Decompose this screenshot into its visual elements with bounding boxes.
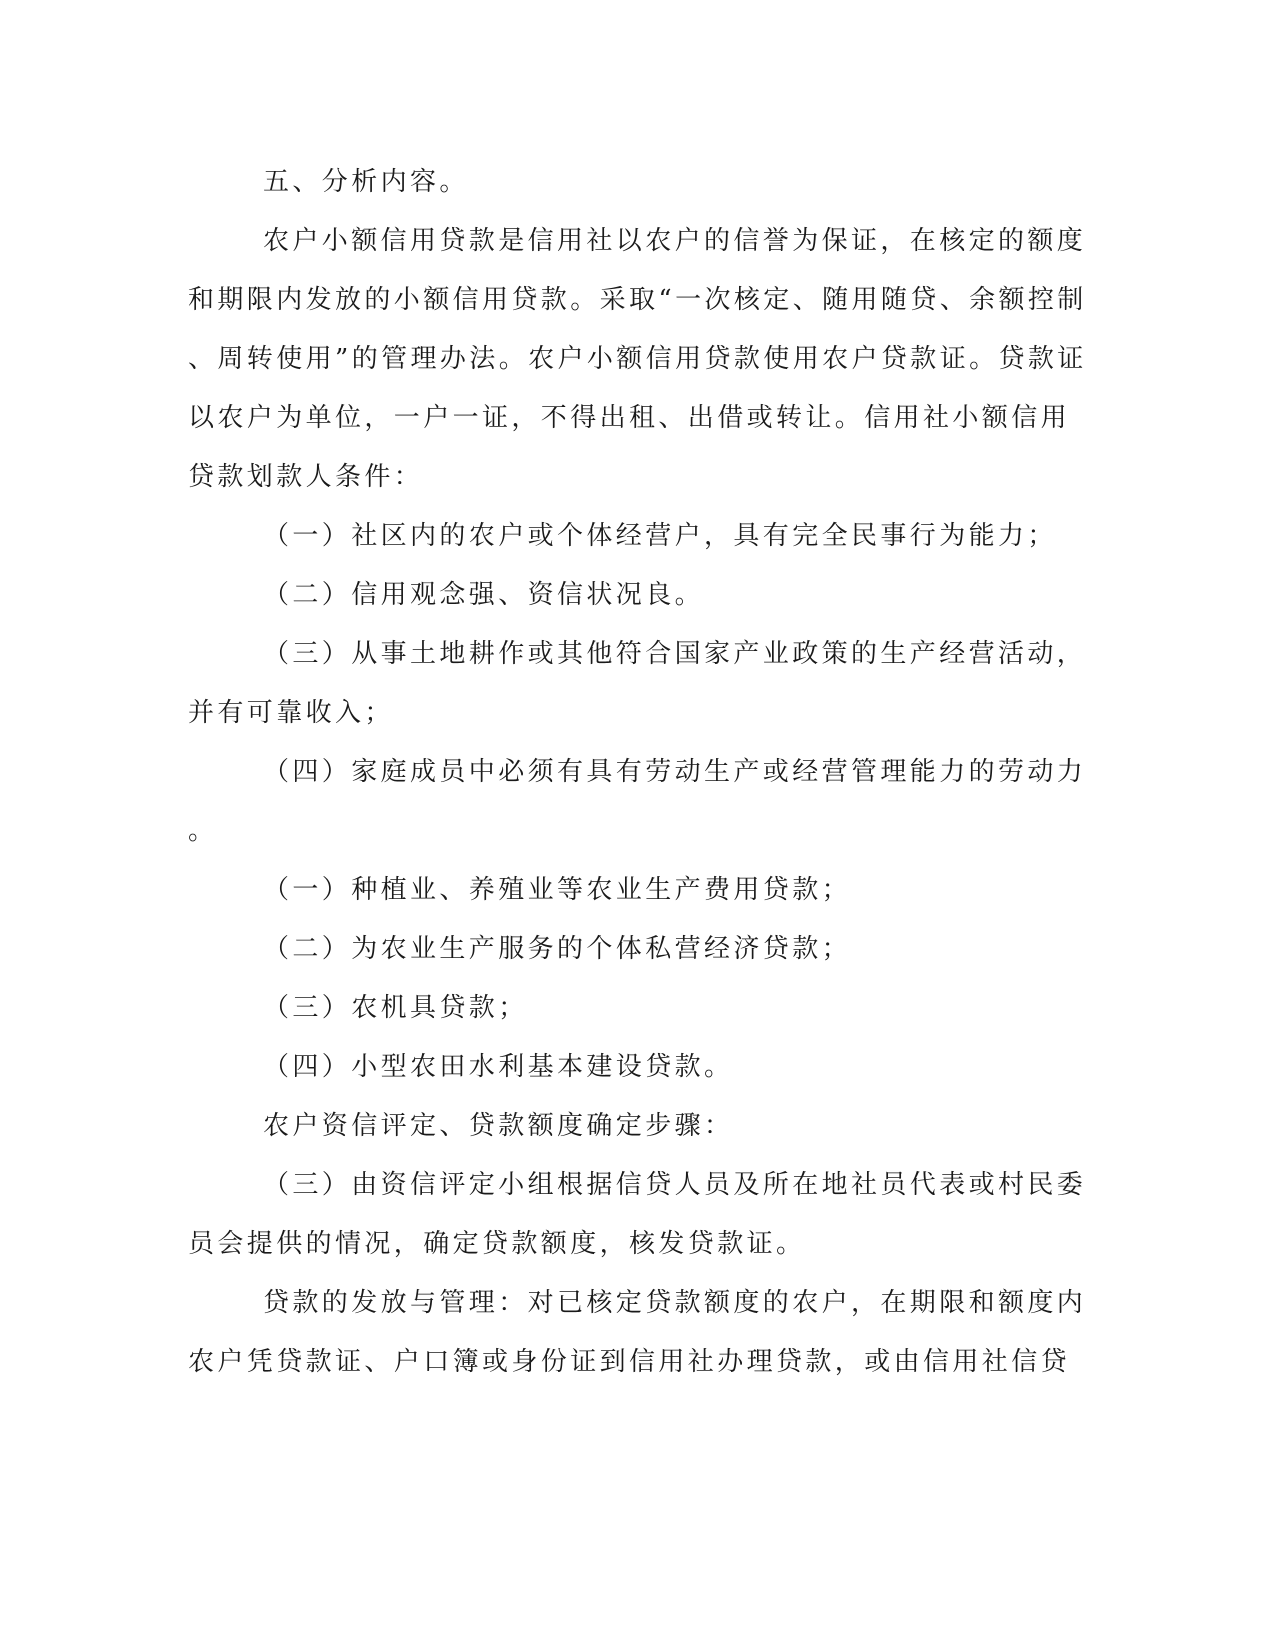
paragraph-line: 农户资信评定、贷款额度确定步骤： xyxy=(263,1111,734,1141)
paragraph-line: 贷款的发放与管理：对已核定贷款额度的农户，在期限和额度内 xyxy=(263,1288,1087,1318)
list-item: （二）为农业生产服务的个体私营经济贷款； xyxy=(263,934,852,964)
list-item: （二）信用观念强、资信状况良。 xyxy=(263,580,705,610)
list-item-continuation: 。 xyxy=(188,816,218,846)
paragraph-line: 农户小额信用贷款是信用社以农户的信誉为保证，在核定的额度 xyxy=(263,226,1087,256)
list-item: （三）农机具贷款； xyxy=(263,993,528,1023)
list-item: （四）小型农田水利基本建设贷款。 xyxy=(263,1052,734,1082)
paragraph-line: 、周转使用”的管理办法。农户小额信用贷款使用农户贷款证。贷款证 xyxy=(188,344,1087,374)
list-item-continuation: 并有可靠收入； xyxy=(188,698,394,728)
section-heading: 五、分析内容。 xyxy=(263,167,469,197)
list-item-continuation: 员会提供的情况，确定贷款额度，核发贷款证。 xyxy=(188,1229,806,1259)
paragraph-line: 以农户为单位，一户一证，不得出租、出借或转让。信用社小额信用 xyxy=(188,403,1071,433)
list-item: （一）社区内的农户或个体经营户，具有完全民事行为能力； xyxy=(263,521,1057,551)
paragraph-line: 农户凭贷款证、户口簿或身份证到信用社办理贷款，或由信用社信贷 xyxy=(188,1347,1071,1377)
list-item: （三）从事土地耕作或其他符合国家产业政策的生产经营活动， xyxy=(263,639,1087,669)
list-item: （一）种植业、养殖业等农业生产费用贷款； xyxy=(263,875,852,905)
list-item: （三）由资信评定小组根据信贷人员及所在地社员代表或村民委 xyxy=(263,1170,1087,1200)
list-item: （四）家庭成员中必须有具有劳动生产或经营管理能力的劳动力 xyxy=(263,757,1087,787)
paragraph-line: 贷款划款人条件： xyxy=(188,462,424,492)
paragraph-line: 和期限内发放的小额信用贷款。采取“一次核定、随用随贷、余额控制 xyxy=(188,285,1087,315)
